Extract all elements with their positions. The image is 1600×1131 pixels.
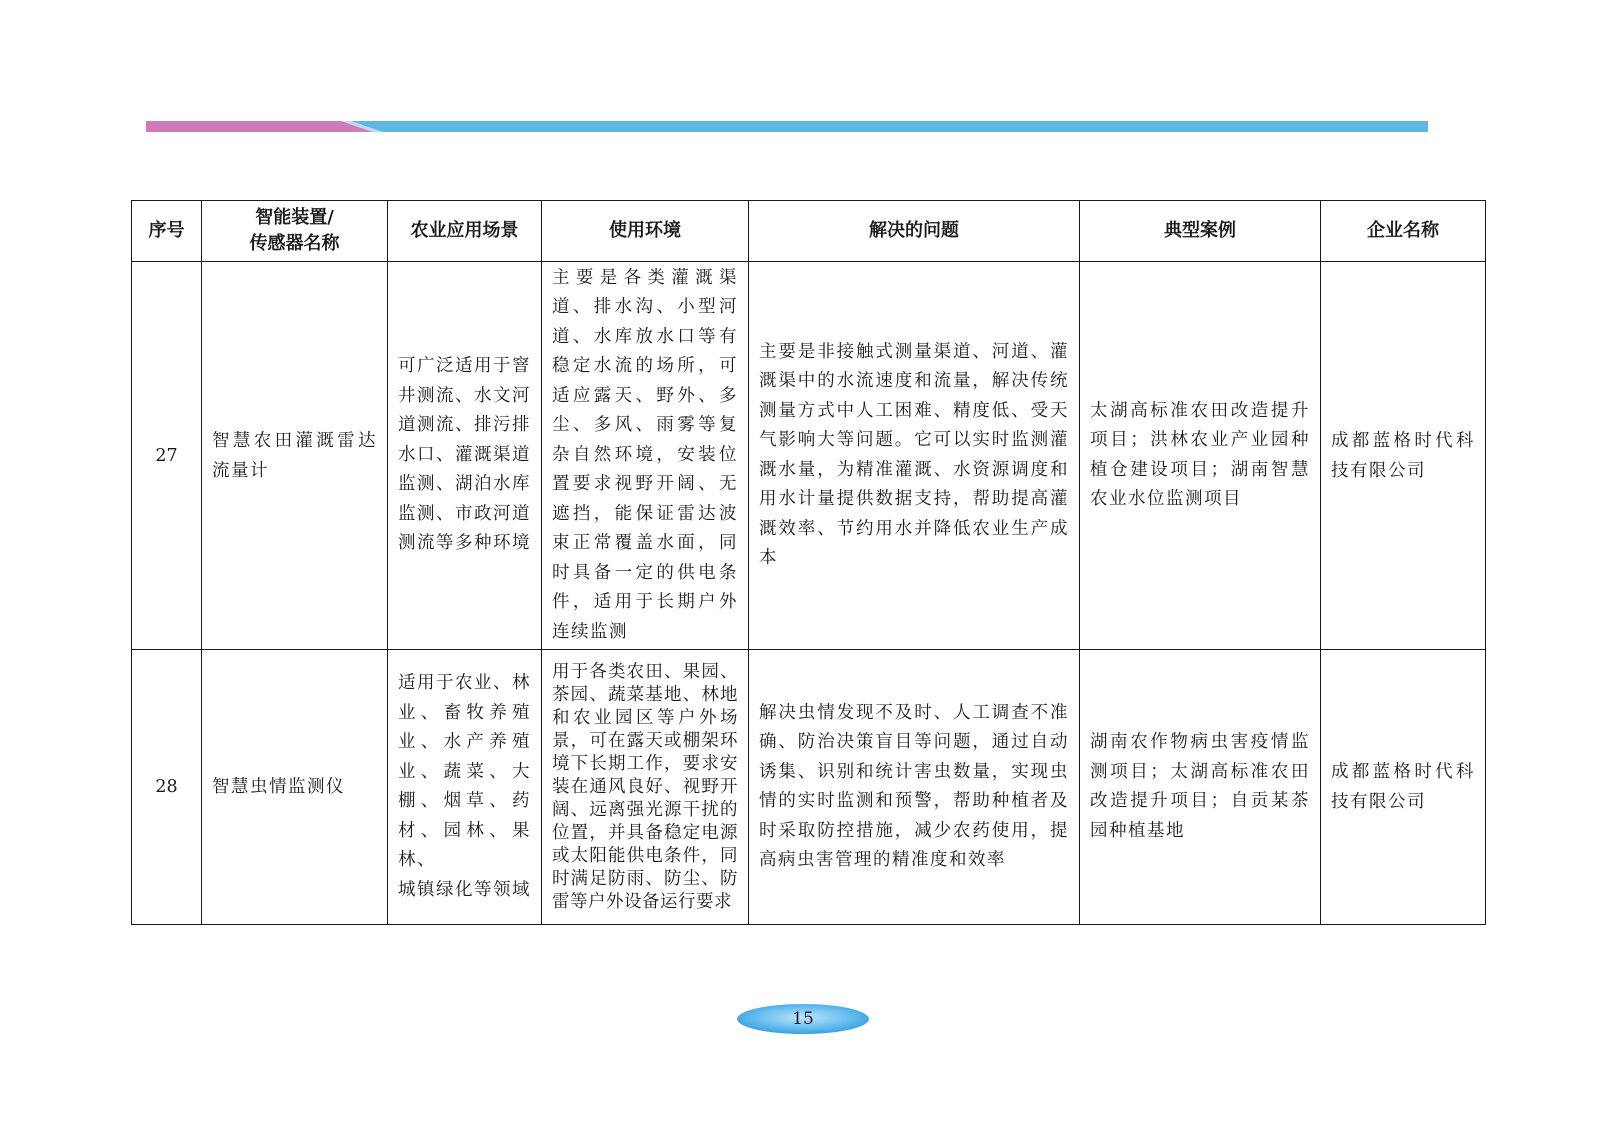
device-name-cell (202, 262, 388, 650)
table-row (132, 262, 1486, 650)
cases-cell (1080, 650, 1321, 925)
application-scene: 适用于农业、林业、畜牧养殖业、水产养殖业、蔬菜、大棚、烟草、药材、园林、果林、 城镇绿化等领域 (398, 673, 531, 900)
company-name: 成都蓝格时代科技有限公司 (1331, 430, 1475, 481)
cases-cell (1080, 262, 1321, 650)
device-name-cell (202, 650, 388, 925)
problem-cell (749, 262, 1080, 650)
typical-cases: 湖南农作物病虫害疫情监测项目；太湖高标准农田改造提升项目；自贡某茶园种植基地 (1090, 732, 1310, 841)
environment-cell (542, 650, 749, 925)
header-application-scene: 农业应用场景 (388, 201, 542, 262)
table-header-row (132, 201, 1486, 262)
company-cell (1321, 262, 1486, 650)
device-table (131, 200, 1486, 925)
device-name: 智慧虫情监测仪 (212, 777, 345, 797)
problem-cell (749, 650, 1080, 925)
page-number: 15 (792, 1009, 814, 1029)
header-company-name: 企业名称 (1321, 201, 1486, 262)
environment-cell (542, 262, 749, 650)
scene-cell (388, 262, 542, 650)
typical-cases: 太湖高标准农田改造提升项目；洪林农业产业园种植仓建设项目；湖南智慧农业水位监测项目 (1090, 400, 1310, 509)
header-index: 序号 (132, 201, 202, 262)
header-environment: 使用环境 (542, 201, 749, 262)
row-index: 27 (132, 262, 202, 650)
row-index: 28 (132, 650, 202, 925)
problem-solved: 解决虫情发现不及时、人工调查不准确、防治决策盲目等问题，通过自动诱集、识别和统计害虫数量，实现虫情的实时监测和预警，帮助种植者及时采取防控措施，减少农药使用，提高病虫害管理的精准度和效率 (759, 702, 1069, 870)
company-cell (1321, 650, 1486, 925)
environment: 主要是各类灌溉渠道、排水沟、小型河道、水库放水口等有稳定水流的场所，可适应露天、野外、多尘、多风、雨雾等复杂自然环境，安装位置要求视野开阔、无遮挡，能保证雷达波束正常覆盖水面，同时具备一定的供电条件，适用于长期户外连续监测 (552, 267, 738, 642)
problem-solved: 主要是非接触式测量渠道、河道、灌溉渠中的水流速度和流量，解决传统测量方式中人工困难、精度低、受天气影响大等问题。它可以实时监测灌溉水量，为精准灌溉、水资源调度和用水计量提供数据支持，帮助提高灌溉效率、节约用水并降低农业生产成本 (759, 341, 1069, 568)
header-problem-solved: 解决的问题 (749, 201, 1080, 262)
environment: 用于各类农田、果园、茶园、蔬菜基地、林地和农业园区等户外场景，可在露天或棚架环境下长期工作，要求安装在通风良好、视野开阔、远离强光源干扰的位置，并具备稳定电源或太阳能供电条件，同时满足防雨、防尘、防雷等户外设备运行要求 (552, 661, 738, 912)
scene-cell (388, 650, 542, 925)
header-decoration-bar (146, 121, 1428, 132)
table-row (132, 650, 1486, 925)
page-number-badge (736, 1003, 870, 1035)
device-name: 智慧农田灌溉雷达流量计 (212, 430, 377, 481)
header-device-name: 智能装置/ 传感器名称 (202, 201, 388, 262)
application-scene: 可广泛适用于窨井测流、水文河道测流、排污排水口、灌溉渠道监测、湖泊水库监测、市政河道测流等多种环境 (398, 356, 531, 554)
header-typical-cases: 典型案例 (1080, 201, 1321, 262)
company-name: 成都蓝格时代科技有限公司 (1331, 762, 1475, 812)
